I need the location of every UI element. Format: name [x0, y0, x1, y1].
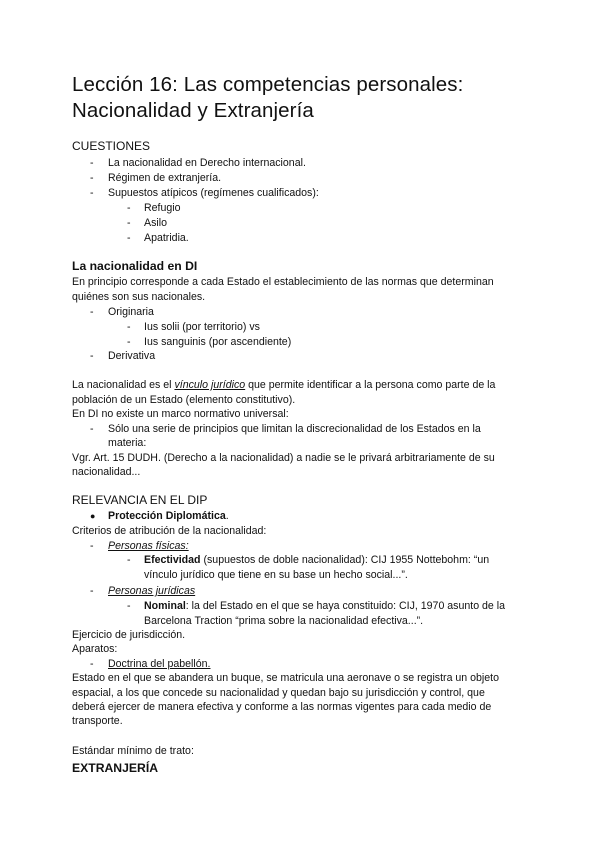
dash-marker: - [127, 217, 131, 229]
bullet-marker: ● [90, 511, 96, 521]
list-item: La nacionalidad en Derecho internacional. [108, 157, 306, 169]
personas-juridicas-term: Personas jurídicas [108, 585, 196, 597]
dash-marker: - [90, 540, 94, 552]
paragraph-line [72, 378, 495, 392]
proteccion-diplomatica-term: Protección Diplomática [108, 510, 226, 522]
title-line-2: Nacionalidad y Extranjería [72, 99, 314, 122]
paragraph-line: nacionalidad... [72, 466, 141, 478]
paragraph-line: Criterios de atribución de la nacionalidad: [72, 525, 267, 537]
list-item: Originaria [108, 306, 154, 318]
sub-list-item-continuation: Barcelona Traction “prima sobre la nacionalidad efectiva...”. [144, 615, 424, 627]
dash-marker: - [90, 350, 94, 362]
paragraph-line: En DI no existe un marco normativo universal: [72, 408, 289, 420]
list-item-continuation: materia: [108, 437, 147, 449]
text-run: (supuestos de doble nacionalidad): CIJ 1955 Nottebohm: “un [200, 554, 490, 566]
dash-marker: - [127, 554, 131, 566]
dash-marker: - [127, 202, 131, 214]
paragraph-line: Vgr. Art. 15 DUDH. (Derecho a la nacionalidad) a nadie se le privará arbitrariamente de su [72, 452, 495, 464]
paragraph-line: En principio corresponde a cada Estado el establecimiento de las normas que determinan [72, 276, 494, 288]
paragraph-line: población de un Estado (elemento constitutivo). [72, 394, 296, 406]
list-item: Régimen de extranjería. [108, 172, 222, 184]
paragraph-line: espacial, a los que concede su nacionalidad y quedan bajo su jurisdicción y control, que [72, 687, 485, 699]
relevancia-heading: RELEVANCIA EN EL DIP [72, 493, 208, 507]
paragraph-line: Aparatos: [72, 643, 118, 655]
sub-list-item [144, 553, 489, 567]
sub-list-item: Apatridia. [144, 232, 189, 244]
sub-list-item [144, 599, 505, 613]
paragraph-line: quiénes son sus nacionales. [72, 291, 206, 303]
dash-marker: - [90, 585, 94, 597]
text-run: : la del Estado en el que se haya constituido: CIJ, 1970 asunto de la [185, 600, 506, 612]
text-run: . [225, 510, 229, 522]
dash-marker: - [127, 600, 131, 612]
nominal-term: Nominal [144, 600, 186, 612]
doctrina-pabellon-term: Doctrina del pabellón. [108, 658, 211, 670]
dash-marker: - [90, 658, 94, 670]
paragraph-line: deberá ejercer de manera efectiva y conforme a las normas vigentes para cada medio de [72, 701, 492, 713]
page-title [72, 72, 463, 124]
sub-list-item: Asilo [144, 217, 167, 229]
dash-marker: - [90, 187, 94, 199]
cuestiones-heading: CUESTIONES [72, 139, 151, 153]
paragraph-line: Estándar mínimo de trato: [72, 745, 194, 757]
list-item: Supuestos atípicos (regímenes cualificados): [108, 187, 319, 199]
vinculo-juridico-term: vínculo jurídico [174, 379, 246, 391]
list-item: Sólo una serie de principios que limitan la discrecionalidad de los Estados en la [108, 423, 481, 435]
sub-list-item: Ius sanguinis (por ascendiente) [144, 336, 292, 348]
title-line-1: Lección 16: Las competencias personales: [72, 73, 464, 96]
sub-list-item-continuation: vínculo jurídico que tiene en su base un hecho social...”. [144, 569, 408, 581]
paragraph-line: Ejercicio de jurisdicción. [72, 629, 186, 641]
personas-fisicas-term: Personas físicas: [108, 540, 189, 552]
section-heading-extranjeria: EXTRANJERÍA [72, 761, 159, 775]
text-run: La nacionalidad es el [72, 379, 175, 391]
text-run: que permite identificar a la persona como parte de la [245, 379, 496, 391]
dash-marker: - [127, 232, 131, 244]
bullet-item [108, 509, 229, 523]
section-heading-nacionalidad: La nacionalidad en DI [72, 259, 198, 273]
dash-marker: - [90, 423, 94, 435]
efectividad-term: Efectividad [144, 554, 201, 566]
dash-marker: - [127, 321, 131, 333]
dash-marker: - [90, 306, 94, 318]
dash-marker: - [90, 157, 94, 169]
sub-list-item: Refugio [144, 202, 181, 214]
sub-list-item: Ius solii (por territorio) vs [144, 321, 260, 333]
paragraph-line: Estado en el que se abandera un buque, se matricula una aeronave o se registra un objeto [72, 672, 499, 684]
dash-marker: - [127, 336, 131, 348]
paragraph-line: transporte. [72, 715, 123, 727]
dash-marker: - [90, 172, 94, 184]
list-item: Derivativa [108, 350, 156, 362]
